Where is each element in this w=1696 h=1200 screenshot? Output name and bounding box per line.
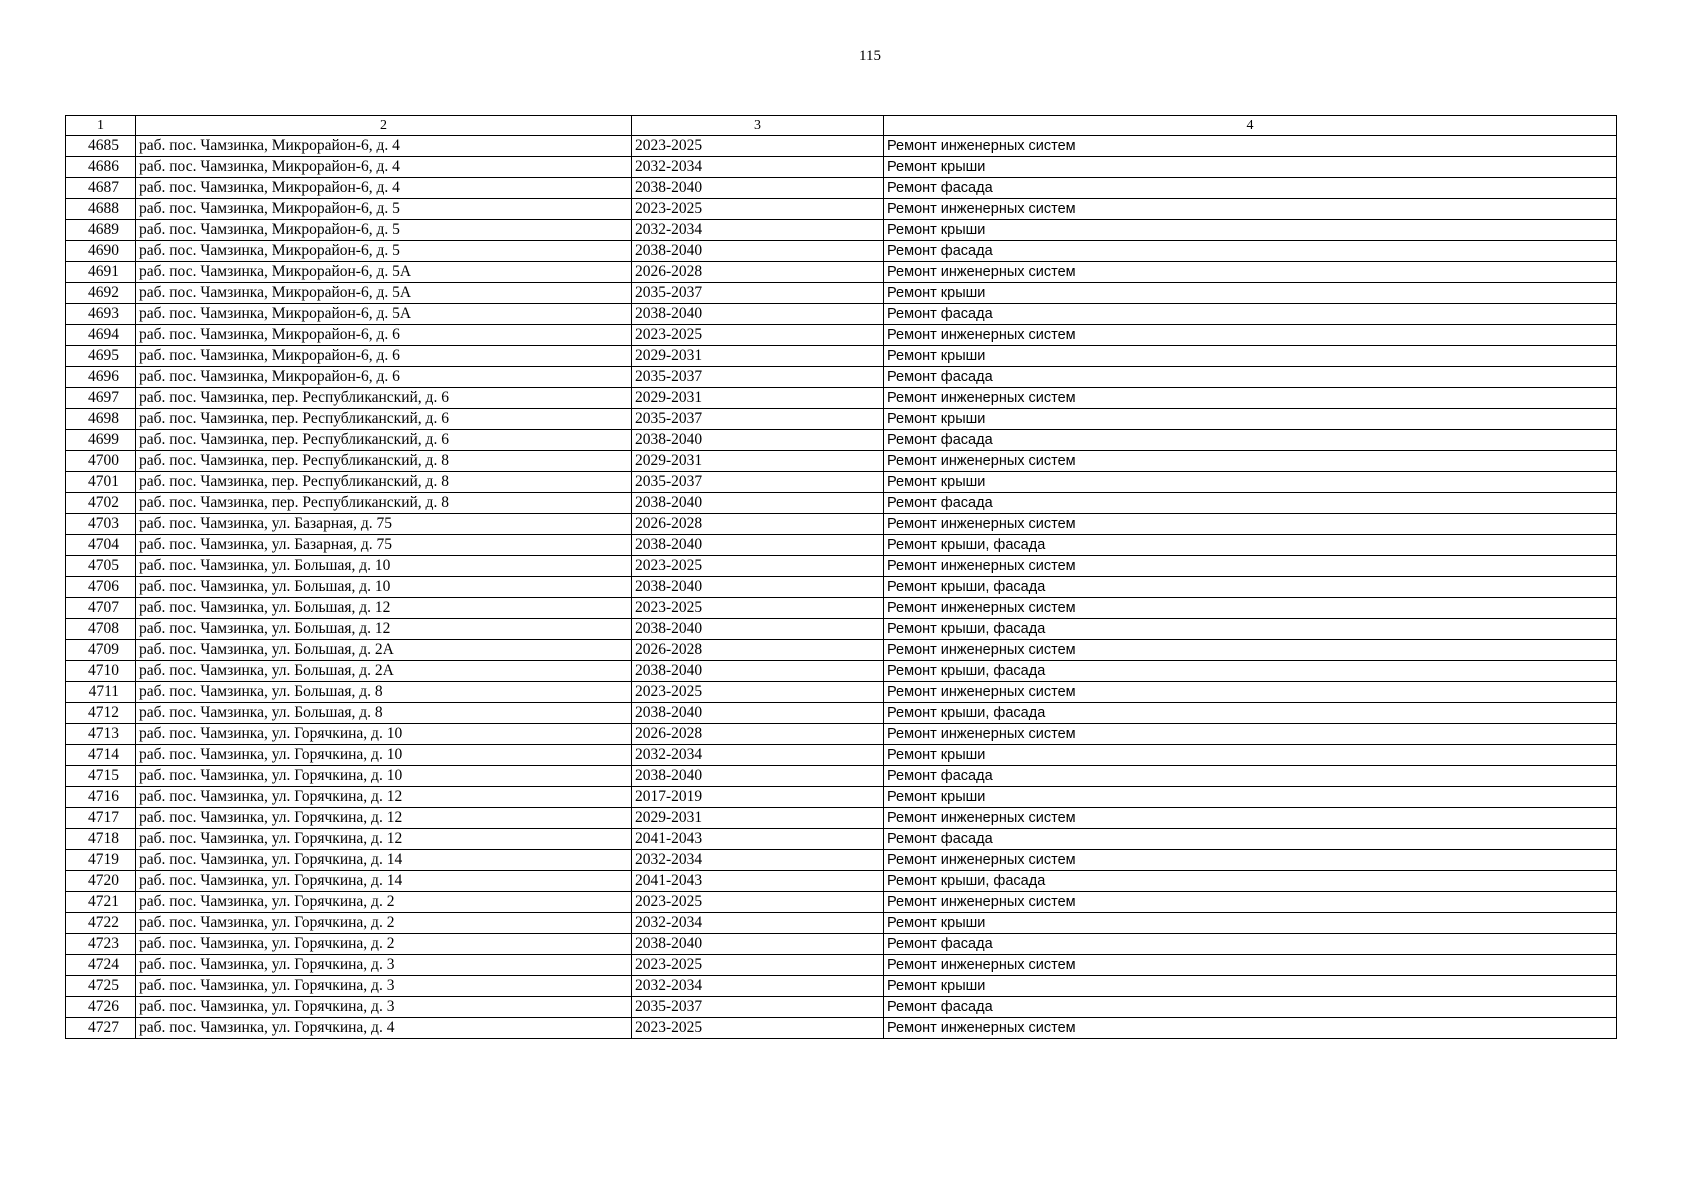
row-number-cell: 4692	[66, 283, 136, 304]
address-cell: раб. пос. Чамзинка, ул. Горячкина, д. 3	[136, 997, 632, 1018]
address-cell: раб. пос. Чамзинка, пер. Республиканский, д. 8	[136, 472, 632, 493]
row-number-cell: 4714	[66, 745, 136, 766]
period-cell: 2038-2040	[632, 493, 884, 514]
table-row	[66, 934, 1617, 955]
row-number-cell: 4712	[66, 703, 136, 724]
work-type-cell: Ремонт крыши	[884, 787, 1617, 808]
table-row	[66, 472, 1617, 493]
row-number-cell: 4685	[66, 136, 136, 157]
address-cell: раб. пос. Чамзинка, пер. Республиканский, д. 6	[136, 388, 632, 409]
period-cell: 2026-2028	[632, 724, 884, 745]
address-cell: раб. пос. Чамзинка, ул. Горячкина, д. 12	[136, 787, 632, 808]
address-cell: раб. пос. Чамзинка, ул. Горячкина, д. 14	[136, 871, 632, 892]
address-cell: раб. пос. Чамзинка, пер. Республиканский, д. 8	[136, 493, 632, 514]
period-cell: 2035-2037	[632, 472, 884, 493]
address-cell: раб. пос. Чамзинка, ул. Большая, д. 12	[136, 619, 632, 640]
table-row	[66, 178, 1617, 199]
work-type-cell: Ремонт инженерных систем	[884, 136, 1617, 157]
table-row	[66, 871, 1617, 892]
address-cell: раб. пос. Чамзинка, ул. Горячкина, д. 12	[136, 808, 632, 829]
row-number-cell: 4688	[66, 199, 136, 220]
address-cell: раб. пос. Чамзинка, ул. Горячкина, д. 10	[136, 724, 632, 745]
table-row	[66, 703, 1617, 724]
column-header-4: 4	[884, 116, 1617, 136]
period-cell: 2029-2031	[632, 388, 884, 409]
address-cell: раб. пос. Чамзинка, ул. Горячкина, д. 10	[136, 766, 632, 787]
row-number-cell: 4708	[66, 619, 136, 640]
row-number-cell: 4710	[66, 661, 136, 682]
table-row	[66, 997, 1617, 1018]
table-row	[66, 766, 1617, 787]
table-row	[66, 514, 1617, 535]
table-row	[66, 808, 1617, 829]
row-number-cell: 4709	[66, 640, 136, 661]
work-type-cell: Ремонт инженерных систем	[884, 451, 1617, 472]
period-cell: 2035-2037	[632, 367, 884, 388]
work-type-cell: Ремонт инженерных систем	[884, 850, 1617, 871]
period-cell: 2023-2025	[632, 1018, 884, 1039]
table-row	[66, 724, 1617, 745]
work-type-cell: Ремонт крыши	[884, 745, 1617, 766]
address-cell: раб. пос. Чамзинка, Микрорайон-6, д. 4	[136, 136, 632, 157]
row-number-cell: 4715	[66, 766, 136, 787]
period-cell: 2029-2031	[632, 808, 884, 829]
table-row	[66, 1018, 1617, 1039]
address-cell: раб. пос. Чамзинка, ул. Большая, д. 2А	[136, 640, 632, 661]
table-row	[66, 262, 1617, 283]
period-cell: 2029-2031	[632, 451, 884, 472]
period-cell: 2038-2040	[632, 430, 884, 451]
work-type-cell: Ремонт крыши	[884, 472, 1617, 493]
work-type-cell: Ремонт инженерных систем	[884, 199, 1617, 220]
row-number-cell: 4698	[66, 409, 136, 430]
table-row	[66, 892, 1617, 913]
table-row	[66, 913, 1617, 934]
work-type-cell: Ремонт инженерных систем	[884, 955, 1617, 976]
address-cell: раб. пос. Чамзинка, Микрорайон-6, д. 6	[136, 346, 632, 367]
work-type-cell: Ремонт фасада	[884, 430, 1617, 451]
row-number-cell: 4726	[66, 997, 136, 1018]
row-number-cell: 4723	[66, 934, 136, 955]
table-row	[66, 661, 1617, 682]
period-cell: 2023-2025	[632, 136, 884, 157]
row-number-cell: 4700	[66, 451, 136, 472]
address-cell: раб. пос. Чамзинка, ул. Горячкина, д. 14	[136, 850, 632, 871]
table-row	[66, 976, 1617, 997]
row-number-cell: 4706	[66, 577, 136, 598]
row-number-cell: 4719	[66, 850, 136, 871]
work-type-cell: Ремонт фасада	[884, 304, 1617, 325]
address-cell: раб. пос. Чамзинка, Микрорайон-6, д. 5А	[136, 262, 632, 283]
work-type-cell: Ремонт инженерных систем	[884, 262, 1617, 283]
period-cell: 2035-2037	[632, 409, 884, 430]
row-number-cell: 4697	[66, 388, 136, 409]
table-body	[66, 136, 1617, 1039]
work-type-cell: Ремонт инженерных систем	[884, 892, 1617, 913]
row-number-cell: 4690	[66, 241, 136, 262]
row-number-cell: 4705	[66, 556, 136, 577]
period-cell: 2041-2043	[632, 871, 884, 892]
address-cell: раб. пос. Чамзинка, Микрорайон-6, д. 5А	[136, 304, 632, 325]
row-number-cell: 4727	[66, 1018, 136, 1039]
address-cell: раб. пос. Чамзинка, ул. Горячкина, д. 4	[136, 1018, 632, 1039]
work-type-cell: Ремонт фасада	[884, 241, 1617, 262]
period-cell: 2038-2040	[632, 766, 884, 787]
period-cell: 2038-2040	[632, 241, 884, 262]
row-number-cell: 4707	[66, 598, 136, 619]
table-row	[66, 682, 1617, 703]
work-type-cell: Ремонт крыши	[884, 346, 1617, 367]
work-type-cell: Ремонт фасада	[884, 829, 1617, 850]
period-cell: 2023-2025	[632, 682, 884, 703]
column-header-1: 1	[66, 116, 136, 136]
table-row	[66, 409, 1617, 430]
row-number-cell: 4691	[66, 262, 136, 283]
address-cell: раб. пос. Чамзинка, Микрорайон-6, д. 6	[136, 325, 632, 346]
row-number-cell: 4687	[66, 178, 136, 199]
work-type-cell: Ремонт фасада	[884, 178, 1617, 199]
row-number-cell: 4703	[66, 514, 136, 535]
period-cell: 2023-2025	[632, 556, 884, 577]
work-type-cell: Ремонт инженерных систем	[884, 640, 1617, 661]
address-cell: раб. пос. Чамзинка, ул. Большая, д. 8	[136, 703, 632, 724]
table-row	[66, 136, 1617, 157]
table-row	[66, 325, 1617, 346]
table-row	[66, 388, 1617, 409]
row-number-cell: 4699	[66, 430, 136, 451]
period-cell: 2038-2040	[632, 577, 884, 598]
address-cell: раб. пос. Чамзинка, Микрорайон-6, д. 5	[136, 220, 632, 241]
address-cell: раб. пос. Чамзинка, ул. Горячкина, д. 3	[136, 976, 632, 997]
row-number-cell: 4694	[66, 325, 136, 346]
table-row	[66, 640, 1617, 661]
period-cell: 2041-2043	[632, 829, 884, 850]
address-cell: раб. пос. Чамзинка, ул. Горячкина, д. 10	[136, 745, 632, 766]
table-row	[66, 220, 1617, 241]
address-cell: раб. пос. Чамзинка, ул. Большая, д. 2А	[136, 661, 632, 682]
table-row	[66, 367, 1617, 388]
period-cell: 2038-2040	[632, 703, 884, 724]
period-cell: 2032-2034	[632, 976, 884, 997]
row-number-cell: 4713	[66, 724, 136, 745]
period-cell: 2038-2040	[632, 934, 884, 955]
address-cell: раб. пос. Чамзинка, ул. Большая, д. 8	[136, 682, 632, 703]
row-number-cell: 4717	[66, 808, 136, 829]
row-number-cell: 4722	[66, 913, 136, 934]
address-cell: раб. пос. Чамзинка, пер. Республиканский, д. 6	[136, 430, 632, 451]
period-cell: 2032-2034	[632, 913, 884, 934]
address-cell: раб. пос. Чамзинка, Микрорайон-6, д. 4	[136, 157, 632, 178]
table-row	[66, 745, 1617, 766]
period-cell: 2032-2034	[632, 220, 884, 241]
table-row	[66, 787, 1617, 808]
work-type-cell: Ремонт инженерных систем	[884, 682, 1617, 703]
work-type-cell: Ремонт инженерных систем	[884, 1018, 1617, 1039]
period-cell: 2038-2040	[632, 535, 884, 556]
address-cell: раб. пос. Чамзинка, ул. Горячкина, д. 2	[136, 913, 632, 934]
work-type-cell: Ремонт крыши	[884, 913, 1617, 934]
work-type-cell: Ремонт фасада	[884, 934, 1617, 955]
row-number-cell: 4693	[66, 304, 136, 325]
row-number-cell: 4702	[66, 493, 136, 514]
work-type-cell: Ремонт крыши	[884, 976, 1617, 997]
row-number-cell: 4695	[66, 346, 136, 367]
row-number-cell: 4686	[66, 157, 136, 178]
address-cell: раб. пос. Чамзинка, ул. Большая, д. 10	[136, 556, 632, 577]
work-type-cell: Ремонт инженерных систем	[884, 388, 1617, 409]
work-type-cell: Ремонт крыши, фасада	[884, 871, 1617, 892]
period-cell: 2023-2025	[632, 892, 884, 913]
table-row	[66, 346, 1617, 367]
address-cell: раб. пос. Чамзинка, Микрорайон-6, д. 6	[136, 367, 632, 388]
period-cell: 2023-2025	[632, 598, 884, 619]
work-type-cell: Ремонт крыши	[884, 409, 1617, 430]
address-cell: раб. пос. Чамзинка, ул. Базарная, д. 75	[136, 535, 632, 556]
table-row	[66, 199, 1617, 220]
period-cell: 2032-2034	[632, 157, 884, 178]
period-cell: 2029-2031	[632, 346, 884, 367]
work-type-cell: Ремонт инженерных систем	[884, 556, 1617, 577]
period-cell: 2038-2040	[632, 178, 884, 199]
address-cell: раб. пос. Чамзинка, Микрорайон-6, д. 4	[136, 178, 632, 199]
work-type-cell: Ремонт инженерных систем	[884, 724, 1617, 745]
work-type-cell: Ремонт крыши, фасада	[884, 577, 1617, 598]
table-row	[66, 241, 1617, 262]
row-number-cell: 4720	[66, 871, 136, 892]
row-number-cell: 4689	[66, 220, 136, 241]
column-header-2: 2	[136, 116, 632, 136]
period-cell: 2023-2025	[632, 955, 884, 976]
address-cell: раб. пос. Чамзинка, ул. Горячкина, д. 3	[136, 955, 632, 976]
address-cell: раб. пос. Чамзинка, ул. Большая, д. 10	[136, 577, 632, 598]
work-type-cell: Ремонт инженерных систем	[884, 598, 1617, 619]
period-cell: 2038-2040	[632, 661, 884, 682]
address-cell: раб. пос. Чамзинка, ул. Горячкина, д. 2	[136, 934, 632, 955]
table-row	[66, 955, 1617, 976]
row-number-cell: 4711	[66, 682, 136, 703]
address-cell: раб. пос. Чамзинка, пер. Республиканский, д. 6	[136, 409, 632, 430]
row-number-cell: 4721	[66, 892, 136, 913]
row-number-cell: 4701	[66, 472, 136, 493]
period-cell: 2038-2040	[632, 619, 884, 640]
table-row	[66, 619, 1617, 640]
address-cell: раб. пос. Чамзинка, ул. Базарная, д. 75	[136, 514, 632, 535]
work-type-cell: Ремонт инженерных систем	[884, 514, 1617, 535]
address-cell: раб. пос. Чамзинка, Микрорайон-6, д. 5	[136, 241, 632, 262]
table-row	[66, 157, 1617, 178]
period-cell: 2023-2025	[632, 199, 884, 220]
table-header-row	[66, 116, 1617, 136]
period-cell: 2023-2025	[632, 325, 884, 346]
work-type-cell: Ремонт крыши	[884, 283, 1617, 304]
row-number-cell: 4724	[66, 955, 136, 976]
work-type-cell: Ремонт крыши, фасада	[884, 661, 1617, 682]
table-row	[66, 598, 1617, 619]
address-cell: раб. пос. Чамзинка, ул. Горячкина, д. 2	[136, 892, 632, 913]
work-type-cell: Ремонт крыши, фасада	[884, 703, 1617, 724]
page-number: 115	[859, 48, 881, 64]
period-cell: 2026-2028	[632, 640, 884, 661]
table-row	[66, 304, 1617, 325]
period-cell: 2035-2037	[632, 997, 884, 1018]
period-cell: 2032-2034	[632, 850, 884, 871]
row-number-cell: 4696	[66, 367, 136, 388]
table-row	[66, 556, 1617, 577]
address-cell: раб. пос. Чамзинка, ул. Горячкина, д. 12	[136, 829, 632, 850]
table-row	[66, 577, 1617, 598]
address-cell: раб. пос. Чамзинка, пер. Республиканский, д. 8	[136, 451, 632, 472]
period-cell: 2026-2028	[632, 262, 884, 283]
table-row	[66, 430, 1617, 451]
period-cell: 2032-2034	[632, 745, 884, 766]
period-cell: 2035-2037	[632, 283, 884, 304]
work-type-cell: Ремонт крыши, фасада	[884, 619, 1617, 640]
table-header	[66, 116, 1617, 136]
table-row	[66, 535, 1617, 556]
row-number-cell: 4716	[66, 787, 136, 808]
work-type-cell: Ремонт крыши	[884, 220, 1617, 241]
column-header-3: 3	[632, 116, 884, 136]
table-row	[66, 850, 1617, 871]
repair-schedule-table	[65, 115, 1617, 1039]
work-type-cell: Ремонт крыши, фасада	[884, 535, 1617, 556]
table-row	[66, 493, 1617, 514]
table-row	[66, 283, 1617, 304]
row-number-cell: 4704	[66, 535, 136, 556]
work-type-cell: Ремонт фасада	[884, 493, 1617, 514]
work-type-cell: Ремонт фасада	[884, 766, 1617, 787]
address-cell: раб. пос. Чамзинка, ул. Большая, д. 12	[136, 598, 632, 619]
address-cell: раб. пос. Чамзинка, Микрорайон-6, д. 5А	[136, 283, 632, 304]
period-cell: 2017-2019	[632, 787, 884, 808]
period-cell: 2026-2028	[632, 514, 884, 535]
work-type-cell: Ремонт инженерных систем	[884, 325, 1617, 346]
table-row	[66, 829, 1617, 850]
address-cell: раб. пос. Чамзинка, Микрорайон-6, д. 5	[136, 199, 632, 220]
work-type-cell: Ремонт фасада	[884, 997, 1617, 1018]
row-number-cell: 4725	[66, 976, 136, 997]
period-cell: 2038-2040	[632, 304, 884, 325]
table-row	[66, 451, 1617, 472]
work-type-cell: Ремонт фасада	[884, 367, 1617, 388]
work-type-cell: Ремонт инженерных систем	[884, 808, 1617, 829]
row-number-cell: 4718	[66, 829, 136, 850]
work-type-cell: Ремонт крыши	[884, 157, 1617, 178]
